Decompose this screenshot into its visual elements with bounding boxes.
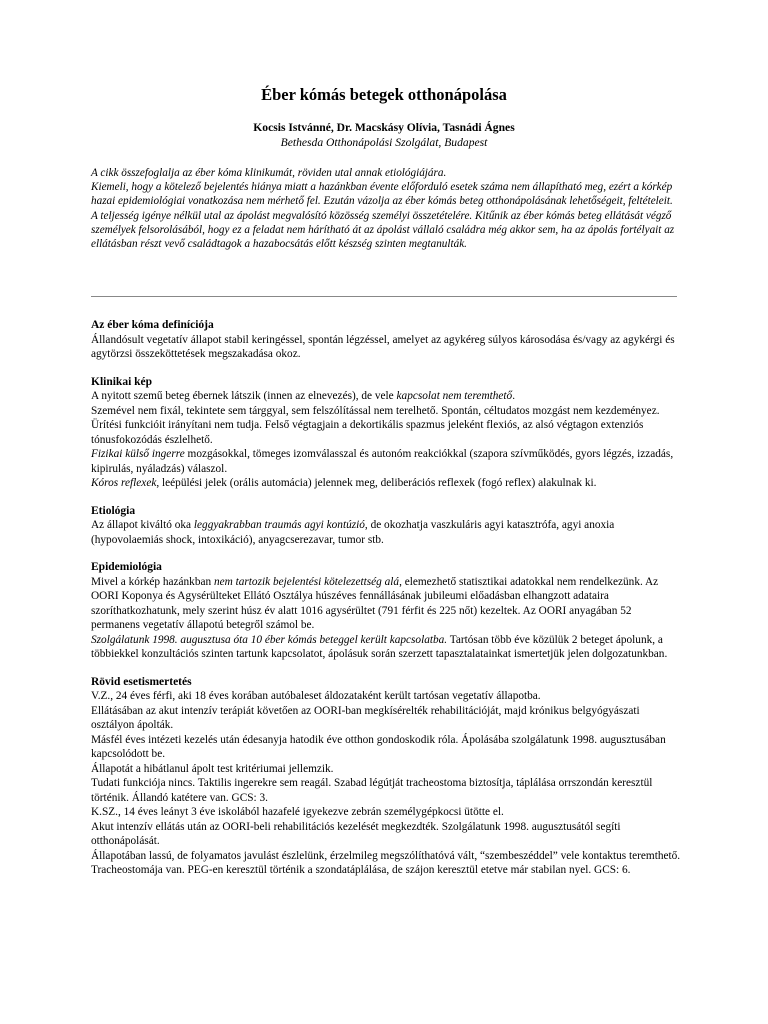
emphasis: Kóros reflexek (91, 477, 157, 489)
text-run: Tartósan több éve közülük 2 beteget ápolunk, a többiekkel konzultációs szinten tartunk kapcsolatot, ápolásuk során szerzett tapasztalatainkat ismertetjük jelen dolgozatunkban. (91, 633, 668, 660)
section-text: Állandósult vegetatív állapot stabil keringéssel, spontán légzéssel, amelyet az agykéreg súlyos károsodása és/vagy az agykérgi és agytörzsi összeköttetések megszakadása okoz. (91, 333, 675, 360)
paragraph (91, 389, 681, 404)
text-run: , leépülési jelek (orális automácia) jelennek meg, deliberációs reflexek (fogó reflex) alakulnak ki. (156, 477, 597, 489)
paragraph: Akut intenzív ellátás után az OORI-beli rehabilitációs kezelését megkezdték. Szolgálatunk 1998. augusztusától segíti otthonápolását. (91, 820, 621, 847)
paragraph: V.Z., 24 éves férfi, aki 18 éves korában autóbaleset áldozataként került tartósan vegetatív állapotba. (91, 690, 541, 702)
section-epidemiology (91, 560, 681, 662)
text-run: , de okozhatja vaszkuláris agyi katasztrófa, agyi anoxia (hypovolaemiás shock, intoxikáció), anyagcserezavar, tumor stb. (91, 519, 615, 546)
text-run: mozgásokkal, tömeges izomválasszal és autonóm reakciókkal (szapora szívműködés, gyors légzés, izzadás, kipirulás, nyáladzás) válaszol. (91, 448, 674, 475)
authors-line: Kocsis Istvánné, Dr. Macskásy Olívia, Tasnádi Ágnes (253, 121, 515, 134)
paragraph: Tudati funkciója nincs. Taktilis ingerekre sem reagál. Szabad légútját tracheostoma biztosítja, táplálása orrszondán keresztül történik. Állandó katétere van. GCS: 3. (91, 777, 653, 804)
section-case-reports (91, 675, 681, 878)
text-run: . (512, 390, 516, 402)
section-heading: Epidemiológia (91, 561, 162, 573)
paragraph (91, 575, 681, 633)
article-body (91, 318, 681, 891)
section-divider (91, 296, 677, 297)
abstract (91, 166, 681, 251)
emphasis: nem tartozik bejelentési kötelezettség alá (213, 575, 400, 588)
paragraph: Ellátásában az akut intenzív terápiát követően az OORI-ban megkísérelték rehabilitációját, majd krónikus belgyógyászati osztályon ápolták. (91, 704, 640, 731)
section-heading: Etiológia (91, 504, 136, 517)
paragraph: Állapotát a hibátlanul ápolt test kritériumai jellemzik. (91, 762, 334, 775)
affiliation-line: Bethesda Otthonápolási Szolgálat, Budapest (280, 136, 488, 149)
paragraph (91, 633, 681, 662)
paragraph: K.SZ., 14 éves leányt 3 éve iskolából hazafelé igyekezve zebrán személygépkocsi ütötte el. (91, 806, 504, 818)
paragraph: Szemével nem fixál, tekintete sem tárggyal, sem felszólítással nem terelhető. Spontán, céltudatos mozgást nem kezdeményez. Ürítési funkcióit irányítani nem tudja. Felső végtagjain a dekortikális spazmus jeleként flexiós, az alsó végtagon extenziós tónusfokozódás észlelhető. (91, 404, 660, 446)
text-run: A nyitott szemű beteg ébernek látszik (innen az elnevezés), de vele (91, 390, 397, 402)
section-etiology (91, 504, 681, 548)
emphasis: Szolgálatunk 1998. augusztusa óta 10 éber kómás beteggel került kapcsolatba. (91, 633, 448, 646)
document-title: Éber kómás betegek otthonápolása (261, 85, 507, 104)
paragraph (91, 476, 681, 491)
paragraph: Másfél éves intézeti kezelés után édesanyja hatodik éve otthon gondoskodik róla. Ápolásába szolgálatunk 1998. augusztusában kapcsolódott be. (91, 733, 666, 760)
abstract-paragraph: A teljesség igénye nélkül utal az ápolást megvalósító közösség személyi összetételére. Kitűnik az éber kómás beteg ellátását végző személyek felsorolásából, hogy ez a feladat nem hárítható át az ápolást vállaló családra még akkor sem, ha az ápolás fortélyait az ellátásban részt vevő családtagok a hazabocsátás előtt készség szinten megtanulták. (91, 209, 675, 251)
abstract-paragraph: A cikk összefoglalja az éber kóma klinikumát, röviden utal annak etiológiájára. (91, 167, 447, 179)
emphasis: Fizikai külső ingerre (91, 448, 185, 460)
emphasis: leggyakrabban traumás agyi kontúzió (193, 519, 365, 531)
abstract-paragraph: Kiemeli, hogy a kötelező bejelentés hiánya miatt a hazánkban évente előforduló esetek száma nem állapítható meg, ezért a kórkép hazai epidemiológiai vonatkozása nem mérhető fel. Ezután vázolja az éber kómás beteg otthonápolásának lehetőségeit, feltételeit. (91, 181, 673, 208)
paragraph (91, 447, 681, 476)
section-heading: Rövid esetismertetés (91, 675, 192, 688)
section-definition (91, 318, 681, 362)
paragraph: Állapotában lassú, de folyamatos javulást észlelünk, érzelmileg megszólíthatóvá vált, “szembeszéddel” vele kontaktus teremthető. Tracheostomája van. PEG-en keresztül történik a szondatáplálása, de szájon keresztül etetve már stabilan nyel. GCS: 6. (91, 849, 681, 876)
text-run: Az állapot kiváltó oka (91, 519, 194, 531)
section-heading: Klinikai kép (91, 375, 153, 388)
emphasis: kapcsolat nem teremthető (396, 390, 513, 402)
section-clinical-picture (91, 375, 681, 491)
paragraph (91, 518, 681, 547)
text-run: , elemezhető statisztikai adatokkal nem rendelkezünk. Az OORI Koponya és Agysérülteket Ellátó Osztálya húszéves fennállásának jubileumi előadásban elhangzott adataira szoríthatkozhatunk, mely szerint húsz év alatt 1016 agysérültet (791 férfit és 225 nőt) kezeltek. Az OORI anyagában 52 permanens vegetatív állapotú betegről számol be. (91, 575, 659, 631)
section-heading: Az éber kóma definíciója (91, 319, 214, 331)
text-run: Mivel a kórkép hazánkban (91, 575, 214, 588)
